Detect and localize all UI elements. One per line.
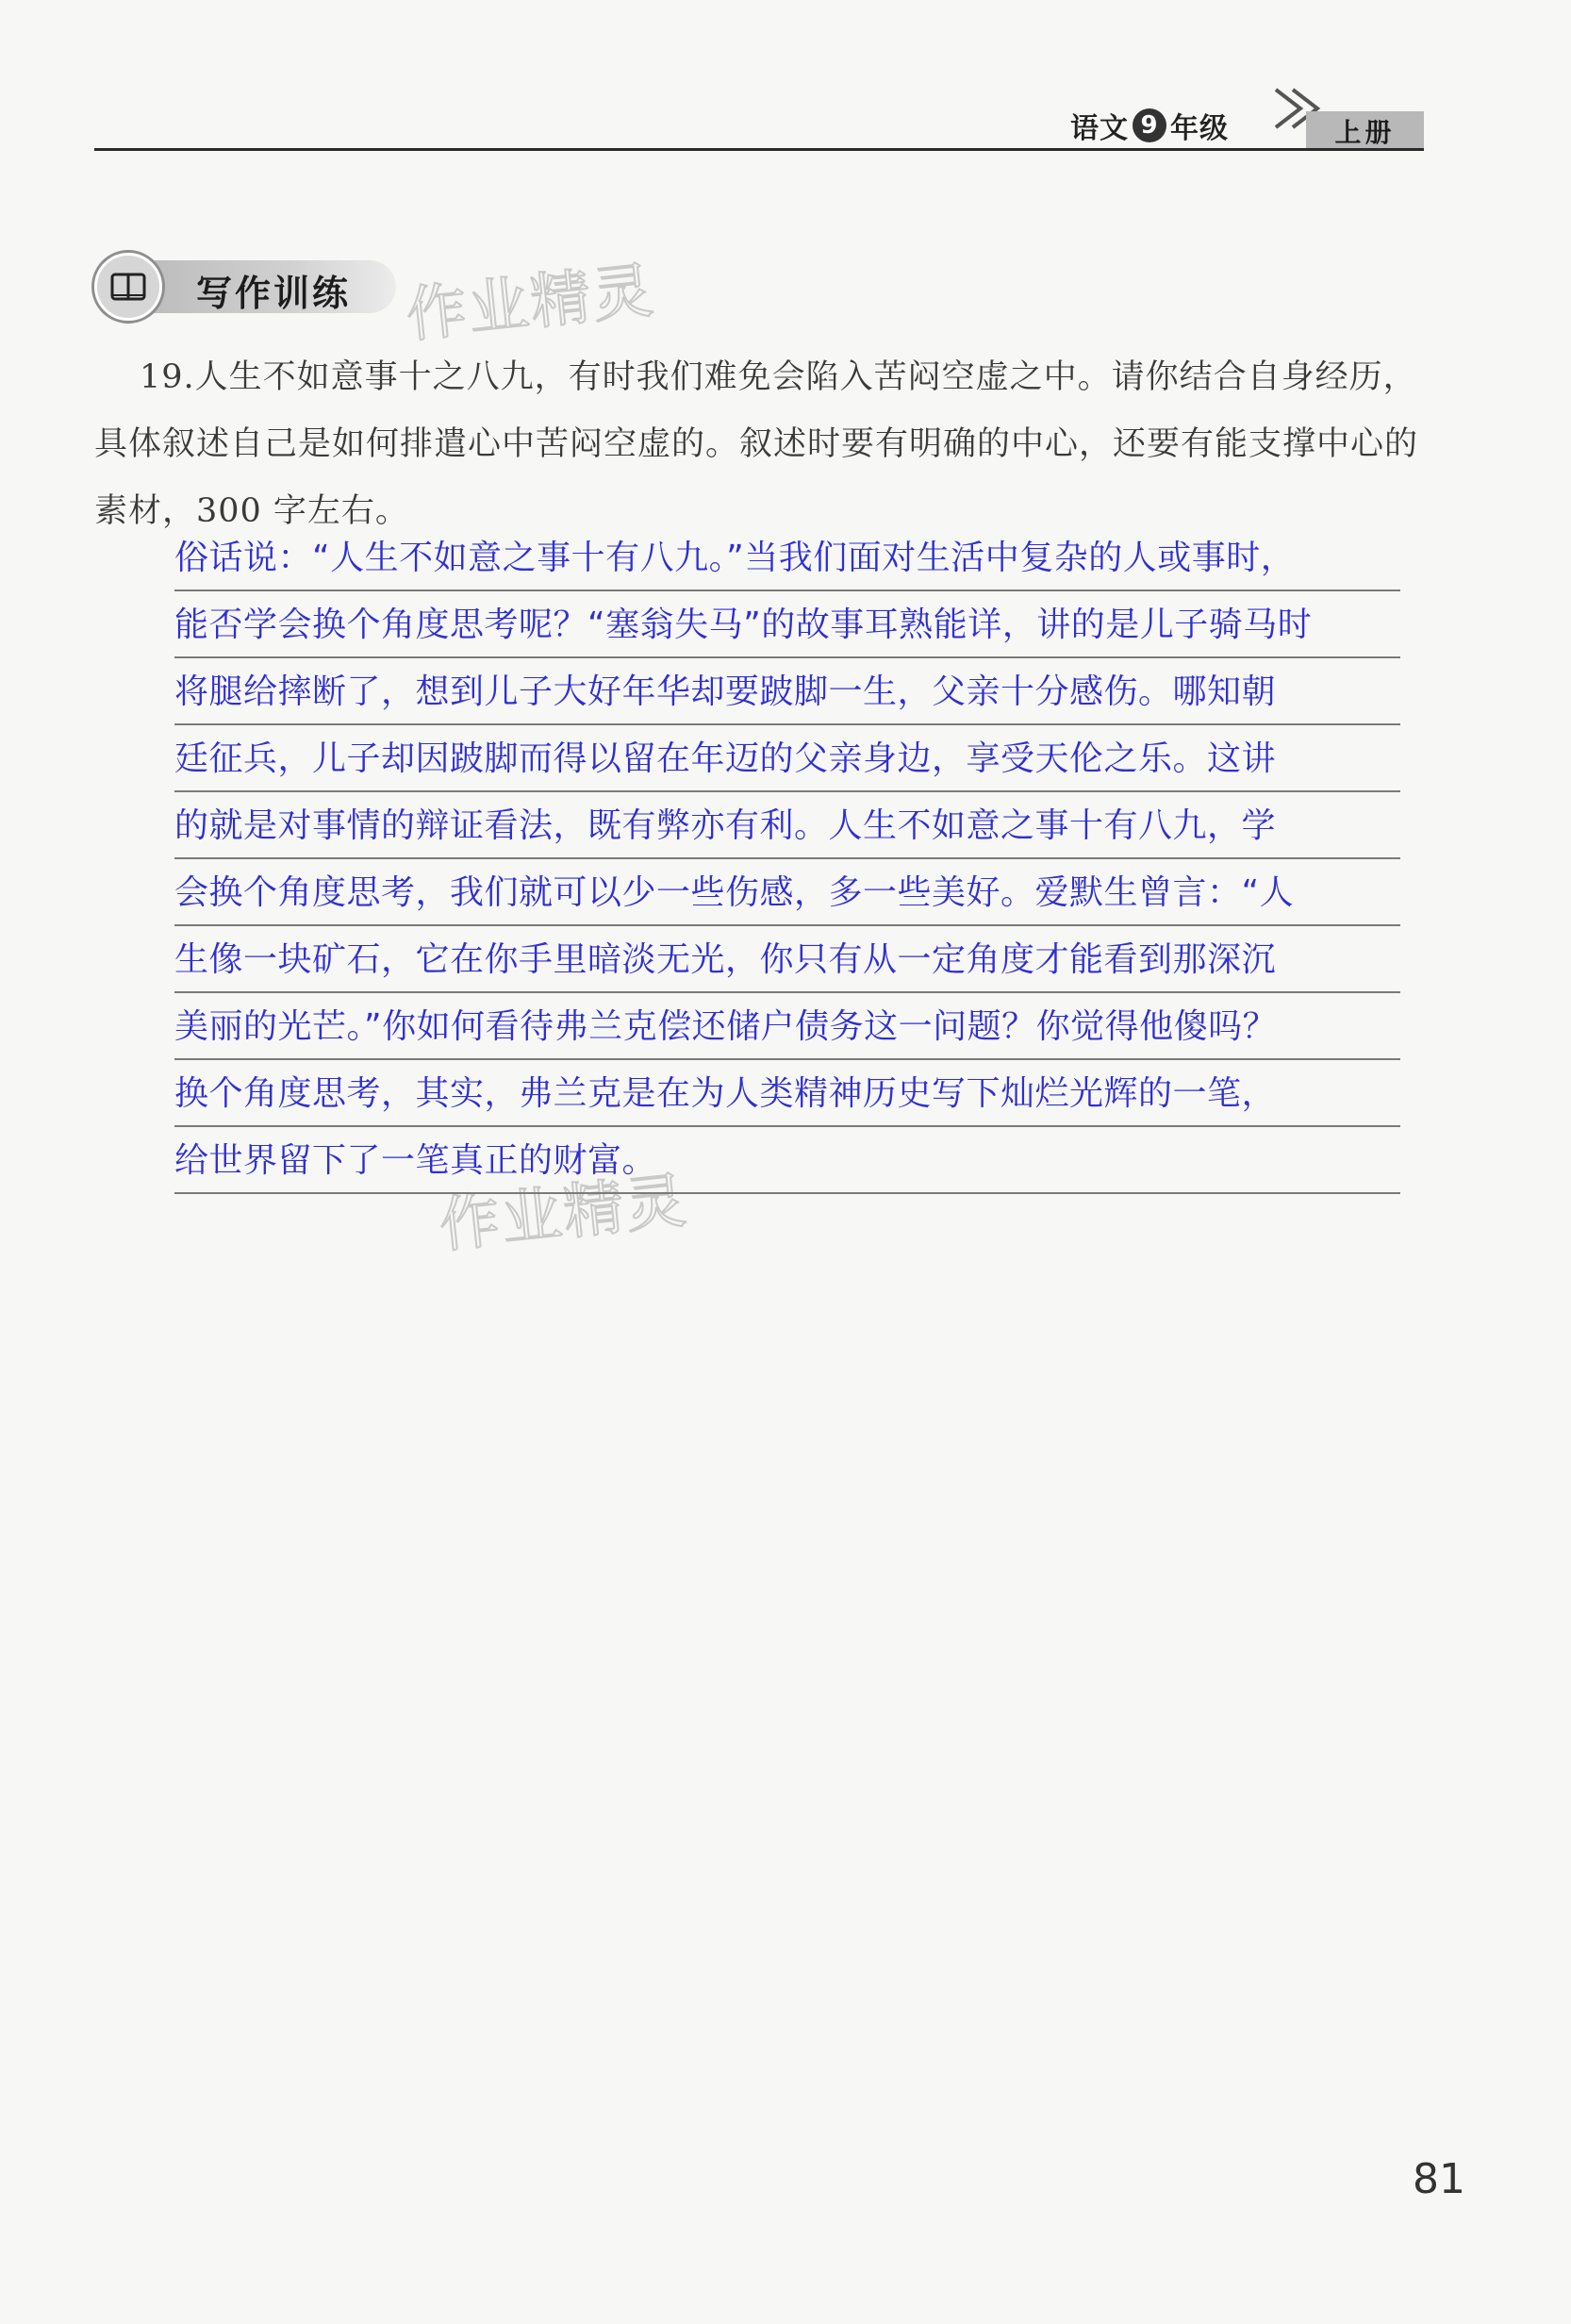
answer-line: 换个角度思考，其实，弗兰克是在为人类精神历史写下灿烂光辉的一笔，: [174, 1060, 1400, 1127]
book-icon: [109, 271, 147, 303]
answer-line: 能否学会换个角度思考呢？“塞翁失马”的故事耳熟能详，讲的是儿子骑马时: [174, 591, 1400, 658]
answer-area: [174, 524, 1400, 1194]
answer-line: 给世界留下了一笔真正的财富。: [174, 1127, 1400, 1194]
question-prompt: 19.人生不如意事十之八九，有时我们难免会陷入苦闷空虚之中。请你结合自身经历，具体叙述自己是如何排遣心中苦闷空虚的。叙述时要有明确的中心，还要有能支撑中心的素材，300 字左右。: [94, 358, 1419, 530]
answer-line: 将腿给摔断了，想到儿子大好年华却要跛脚一生，父亲十分感伤。哪知朝: [174, 658, 1400, 725]
page-number: 81: [1413, 2155, 1465, 2203]
subject-label: 语文: [1070, 112, 1129, 145]
banner-circle: [94, 253, 162, 321]
watermark: 作业精灵: [403, 256, 658, 352]
answer-line: 俗话说：“人生不如意之事十有八九。”当我们面对生活中复杂的人或事时，: [174, 524, 1400, 591]
answer-line: 会换个角度思考，我们就可以少一些伤感，多一些美好。爱默生曾言：“人: [174, 859, 1400, 926]
watermark: 作业精灵: [436, 1166, 691, 1262]
answer-line: 美丽的光芒。”你如何看待弗兰克偿还储户债务这一问题？你觉得他傻吗？: [174, 993, 1400, 1060]
header-divider: [94, 148, 1424, 151]
volume-tab: 上册: [1306, 111, 1424, 151]
section-banner: [94, 253, 396, 321]
answer-line: 廷征兵，儿子却因跛脚而得以留在年迈的父亲身边，享受天伦之乐。这讲: [174, 725, 1400, 792]
answer-line: 生像一块矿石，它在你手里暗淡无光，你只有从一定角度才能看到那深沉: [174, 926, 1400, 993]
grade-badge: 9: [1133, 108, 1166, 142]
header-title: [1070, 107, 1229, 144]
section-title: 写作训练: [196, 272, 352, 314]
answer-line: 的就是对事情的辩证看法，既有弊亦有利。人生不如意之事十有八九，学: [174, 792, 1400, 859]
grade-suffix: 年级: [1170, 112, 1229, 145]
